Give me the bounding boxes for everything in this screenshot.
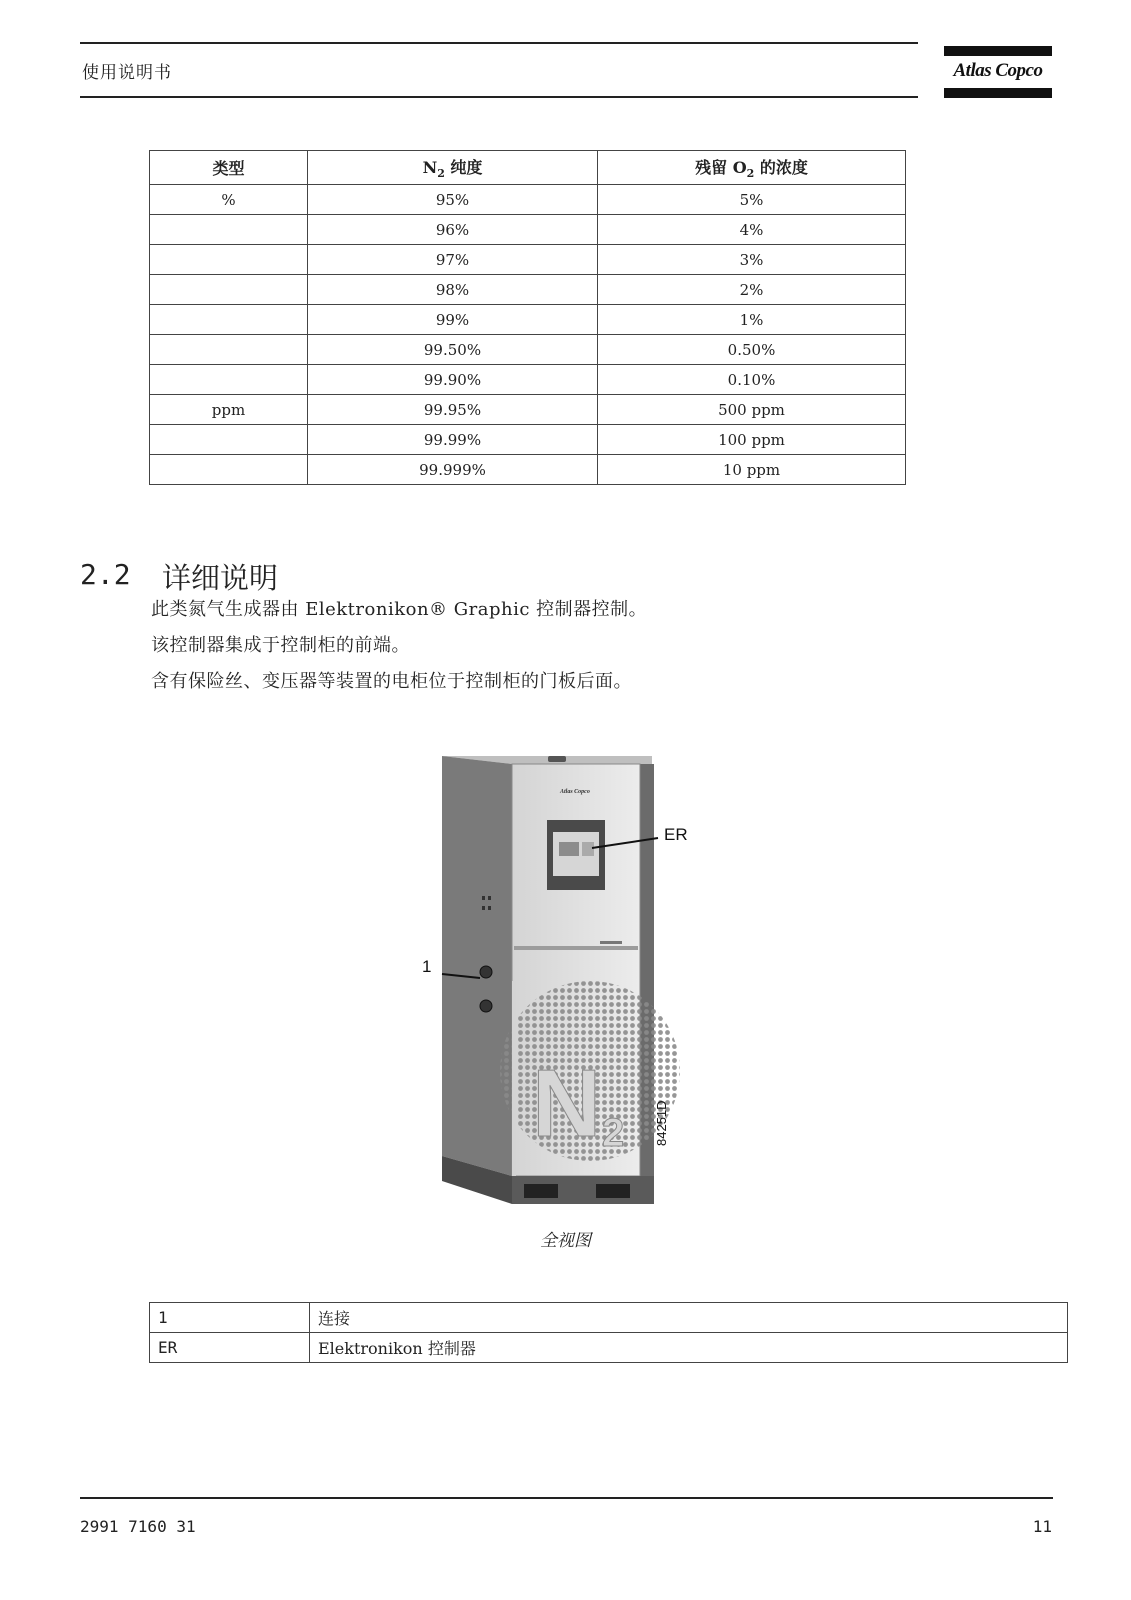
legend-row: [150, 1333, 1068, 1363]
table-cell: [150, 245, 308, 275]
n2-subscript-mark: 2: [602, 1111, 625, 1155]
legend-table: [149, 1302, 1068, 1363]
cabinet-side-panel: [442, 756, 512, 1176]
legend-value: Elektronikon 控制器: [310, 1333, 1068, 1363]
table-cell: 96%: [308, 215, 598, 245]
n2-letter-mark: N: [532, 1050, 602, 1157]
section-title: 详细说明: [162, 561, 279, 595]
legend-value: 连接: [310, 1303, 1068, 1333]
front-brand-mark: Atlas Copco: [560, 789, 590, 795]
table-cell: 95%: [308, 185, 598, 215]
document-number: 2991 7160 31: [80, 1517, 196, 1536]
table-cell: [150, 335, 308, 365]
col-header-residual-o2: 残留 $O_2$ 的浓度: [598, 151, 906, 185]
table-row: [150, 395, 906, 425]
paragraph-2: 该控制器集成于控制柜的前端。: [151, 635, 410, 656]
table-header-row: [150, 151, 906, 185]
logo-text: Atlas Copco: [953, 60, 1043, 81]
table-row: [150, 425, 906, 455]
purity-table: [149, 150, 906, 485]
table-cell: %: [150, 185, 308, 215]
table-cell: [150, 425, 308, 455]
table-cell: 5%: [598, 185, 906, 215]
header-top-rule: [80, 42, 918, 44]
col-header-n2-purity: $N_2$ 纯度: [308, 151, 598, 185]
header-bottom-rule: [80, 96, 918, 98]
atlas-copco-logo: [944, 46, 1052, 100]
table-cell: 4%: [598, 215, 906, 245]
legend-key: ER: [150, 1333, 310, 1363]
table-cell: 500 ppm: [598, 395, 906, 425]
table-cell: 3%: [598, 245, 906, 275]
table-row: [150, 275, 906, 305]
section-number: 2.2: [80, 558, 131, 591]
paragraph-3: 含有保险丝、变压器等装置的电柜位于控制柜的门板后面。: [151, 671, 632, 692]
table-row: [150, 455, 906, 485]
table-cell: 99%: [308, 305, 598, 335]
table-row: [150, 185, 906, 215]
table-cell: [150, 365, 308, 395]
document-type-title: 使用说明书: [82, 63, 172, 83]
table-cell: ppm: [150, 395, 308, 425]
table-cell: 99.90%: [308, 365, 598, 395]
legend-row: [150, 1303, 1068, 1333]
table-cell: 0.50%: [598, 335, 906, 365]
table-row: [150, 305, 906, 335]
table-row: [150, 335, 906, 365]
table-cell: [150, 455, 308, 485]
table-cell: 99.95%: [308, 395, 598, 425]
table-row: [150, 215, 906, 245]
table-cell: 98%: [308, 275, 598, 305]
legend-table-body: [150, 1303, 1068, 1363]
table-cell: 1%: [598, 305, 906, 335]
figure-reference-code: 84251D: [654, 1100, 669, 1146]
col-header-type: 类型: [150, 151, 308, 185]
table-cell: [150, 305, 308, 335]
table-cell: 99.50%: [308, 335, 598, 365]
table-cell: 10 ppm: [598, 455, 906, 485]
page-number: 11: [1032, 1517, 1052, 1536]
table-row: [150, 365, 906, 395]
table-cell: 97%: [308, 245, 598, 275]
table-row: [150, 245, 906, 275]
table-cell: 0.10%: [598, 365, 906, 395]
purity-table-body: [150, 185, 906, 485]
table-cell: 2%: [598, 275, 906, 305]
connection-callout-label: 1: [422, 957, 432, 976]
connection-port-upper: [480, 966, 492, 978]
controller-screen: [559, 842, 579, 856]
table-cell: 99.999%: [308, 455, 598, 485]
table-cell: 100 ppm: [598, 425, 906, 455]
table-cell: 99.99%: [308, 425, 598, 455]
footer-rule: [80, 1497, 1053, 1499]
figure-caption: 全视图: [540, 1231, 591, 1251]
connection-port-lower: [480, 1000, 492, 1012]
paragraph-1: 此类氮气生成器由 Elektronikon® Graphic 控制器控制。: [151, 599, 648, 620]
legend-key: 1: [150, 1303, 310, 1333]
generator-figure: [422, 756, 710, 1206]
table-cell: [150, 275, 308, 305]
er-callout-label: ER: [664, 825, 688, 844]
table-cell: [150, 215, 308, 245]
